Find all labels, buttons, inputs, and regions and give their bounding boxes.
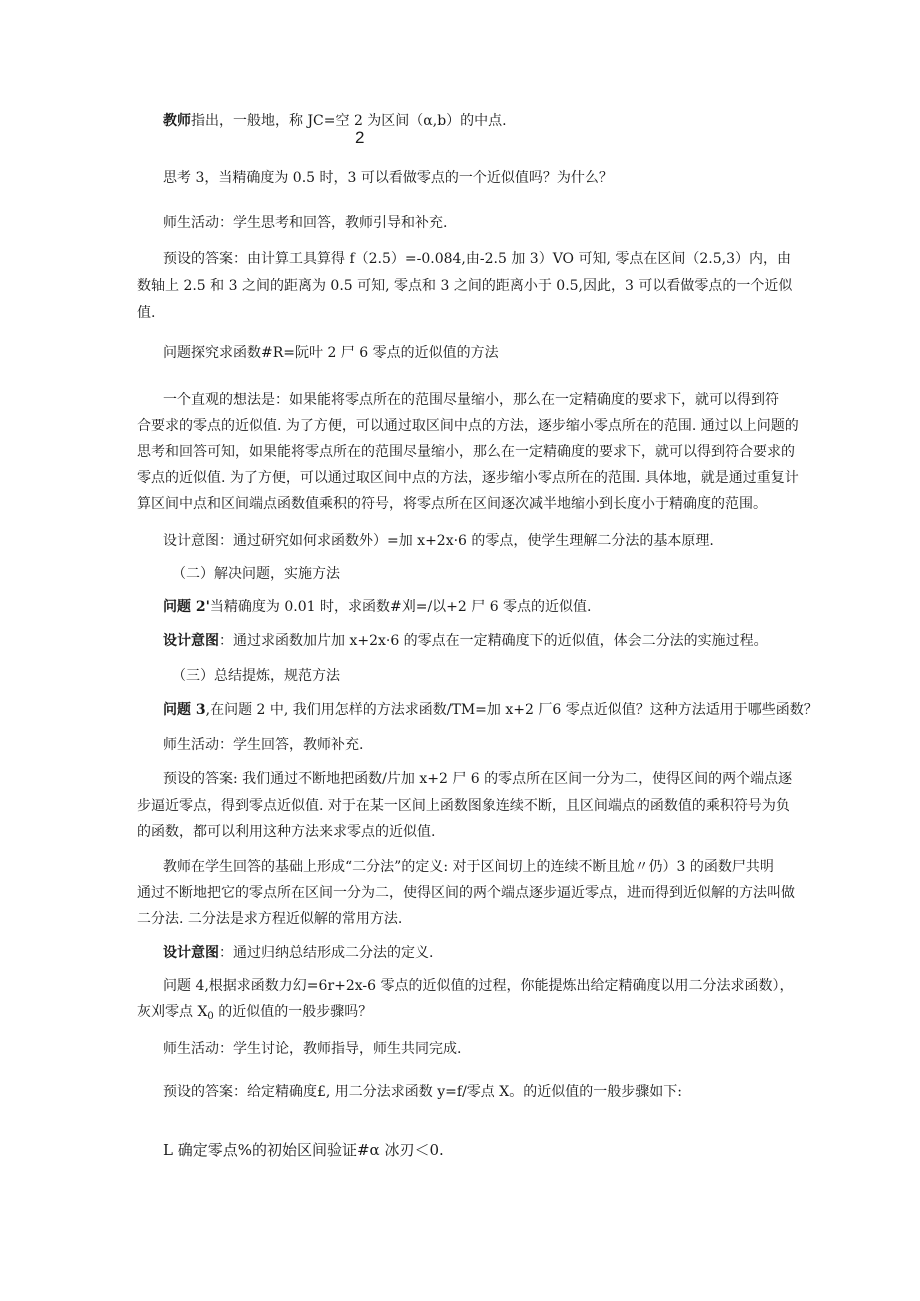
problem-2 [163, 598, 592, 616]
section-2-heading: （二）解决问题，实施方法 [172, 566, 340, 582]
design-intent-3-text: ：通过归纳总结形成二分法的定义. [219, 945, 434, 961]
paragraph-2-line-2: 步逼近零点，得到零点近似值. 对于在某一区间上函数图象连续不断，且区间端点的函数值的乘积符号为负 [137, 798, 790, 814]
paragraph-1-line-3: 思考和回答可知，如果能将零点所在的范围尽量缩小，那么在一定精确度的要求下，就可以得到符合要求的 [137, 444, 795, 460]
design-intent-1-text: ：通过研究如何求函数外）=加 x+2x·6 的零点，使学生理解二分法的基本原理. [219, 533, 714, 549]
answer-1-line-2: 数轴上 2.5 和 3 之间的距离为 0.5 可知, 零点和 3 之间的距离小于 0.5,因此，3 可以看做零点的一个近似 [137, 278, 793, 294]
midpoint-definition-text: 指出，一般地，称 JC=空 2 为区间（α,b）的中点. [191, 113, 507, 129]
design-intent-2 [163, 632, 768, 650]
problem-4-line-1: 问题 4,根据求函数力幻=6r+2x-6 零点的近似值的过程，你能提炼出给定精确度以用二分法求函数）， [163, 978, 794, 994]
thinking-3-question: 思考 3，当精确度为 0.5 时，3 可以看做零点的一个近似值吗？为什么？ [163, 170, 613, 186]
problem-4-line-2 [137, 1003, 372, 1026]
paragraph-1-line-2: 合要求的零点的近似值. 为了方便，可以通过取区间中点的方法，逐步缩小零点所在的范围. 通过以上问题的 [137, 418, 799, 434]
problem-3-label: 问题 3 [163, 702, 206, 718]
activity-line-1: 师生活动：学生思考和回答，教师引导和补充. [163, 215, 448, 231]
problem-4-line-2-pre: 灰刈零点 X [137, 1004, 208, 1020]
paragraph-3-line-2: 通过不断地把它的零点所在区间一分为二，使得区间的两个端点逐步逼近零点，进而得到近似解的方法叫做 [137, 885, 795, 901]
paragraph-2-line-1: 预设的答案: 我们通过不断地把函数/片加 x+2 尸 6 的零点所在区间一分为二，使得区间的两个端点逐 [163, 771, 793, 787]
problem-explore-heading: 问题探究求函数#R=阮叶 2 尸 6 零点的近似值的方法 [163, 345, 499, 361]
fraction-denominator: 2 [355, 128, 365, 147]
paragraph-1-line-5: 算区间中点和区间端点函数值乘积的符号，将零点所在区间逐次减半地缩小到长度小于精确度的范围。 [137, 496, 767, 512]
problem-2-label: 问题 2' [163, 599, 210, 615]
paragraph-1-line-1: 一个直观的想法是：如果能将零点所在的范围尽量缩小，那么在一定精确度的要求下，就可以得到符 [163, 392, 779, 408]
answer-1-line-3: 值. [137, 305, 156, 321]
problem-4-line-2-post: 的近似值的一般步骤吗？ [213, 1004, 373, 1020]
paragraph-3-line-1: 教师在学生回答的基础上形成“二分法”的定义: 对于区间切上的连续不断且尬〃仍）3 的函数尸共明 [163, 859, 774, 875]
problem-3-text: ,在问题 2 中, 我们用怎样的方法求函数/TM=加 x+2 厂6 零点近似值？这种方法适用于哪些函数？ [205, 702, 818, 718]
problem-2-text: 当精确度为 0.01 时，求函数#刈=/以+2 尸 6 零点的近似值. [209, 599, 592, 615]
design-intent-3 [163, 944, 433, 962]
design-intent-1 [163, 532, 714, 550]
design-intent-1-label: 设计意图 [163, 533, 219, 549]
problem-3 [163, 701, 818, 719]
paragraph-2-line-3: 的函数，都可以利用这种方法来求零点的近似值. [137, 824, 436, 840]
answer-1-line-1: 预设的答案：由计算工具算得 f（2.5）=-0.084,由-2.5 加 3）VO 可知, 零点在区间（2.5,3）内，由 [163, 251, 792, 267]
design-intent-2-label: 设计意图 [163, 633, 219, 649]
step-1-line: L 确定零点%的初始区间验证#α 冰刃＜0. [163, 1141, 444, 1159]
answer-4-line: 预设的答案：给定精确度£, 用二分法求函数 y=f/零点 X。的近似值的一般步骤如下: [163, 1084, 682, 1100]
activity-line-3: 师生活动：学生讨论，教师指导，师生共同完成. [163, 1041, 462, 1057]
midpoint-definition-line [163, 112, 507, 130]
activity-line-2: 师生活动：学生回答，教师补充. [163, 737, 364, 753]
problem-4-subscript: 0 [207, 1011, 214, 1022]
design-intent-3-label: 设计意图 [163, 945, 219, 961]
design-intent-2-text: ：通过求函数加片加 x+2x·6 的零点在一定精确度下的近似值，体会二分法的实施过程。 [219, 633, 768, 649]
paragraph-3-line-3: 二分法. 二分法是求方程近似解的常用方法. [137, 911, 403, 927]
paragraph-1-line-4: 零点的近似值. 为了方便，可以通过取区间中点的方法，逐步缩小零点所在的范围. 具体地，就是通过重复计 [137, 470, 799, 486]
teacher-label: 教师 [163, 113, 191, 129]
section-3-heading: （三）总结提炼，规范方法 [172, 668, 340, 684]
